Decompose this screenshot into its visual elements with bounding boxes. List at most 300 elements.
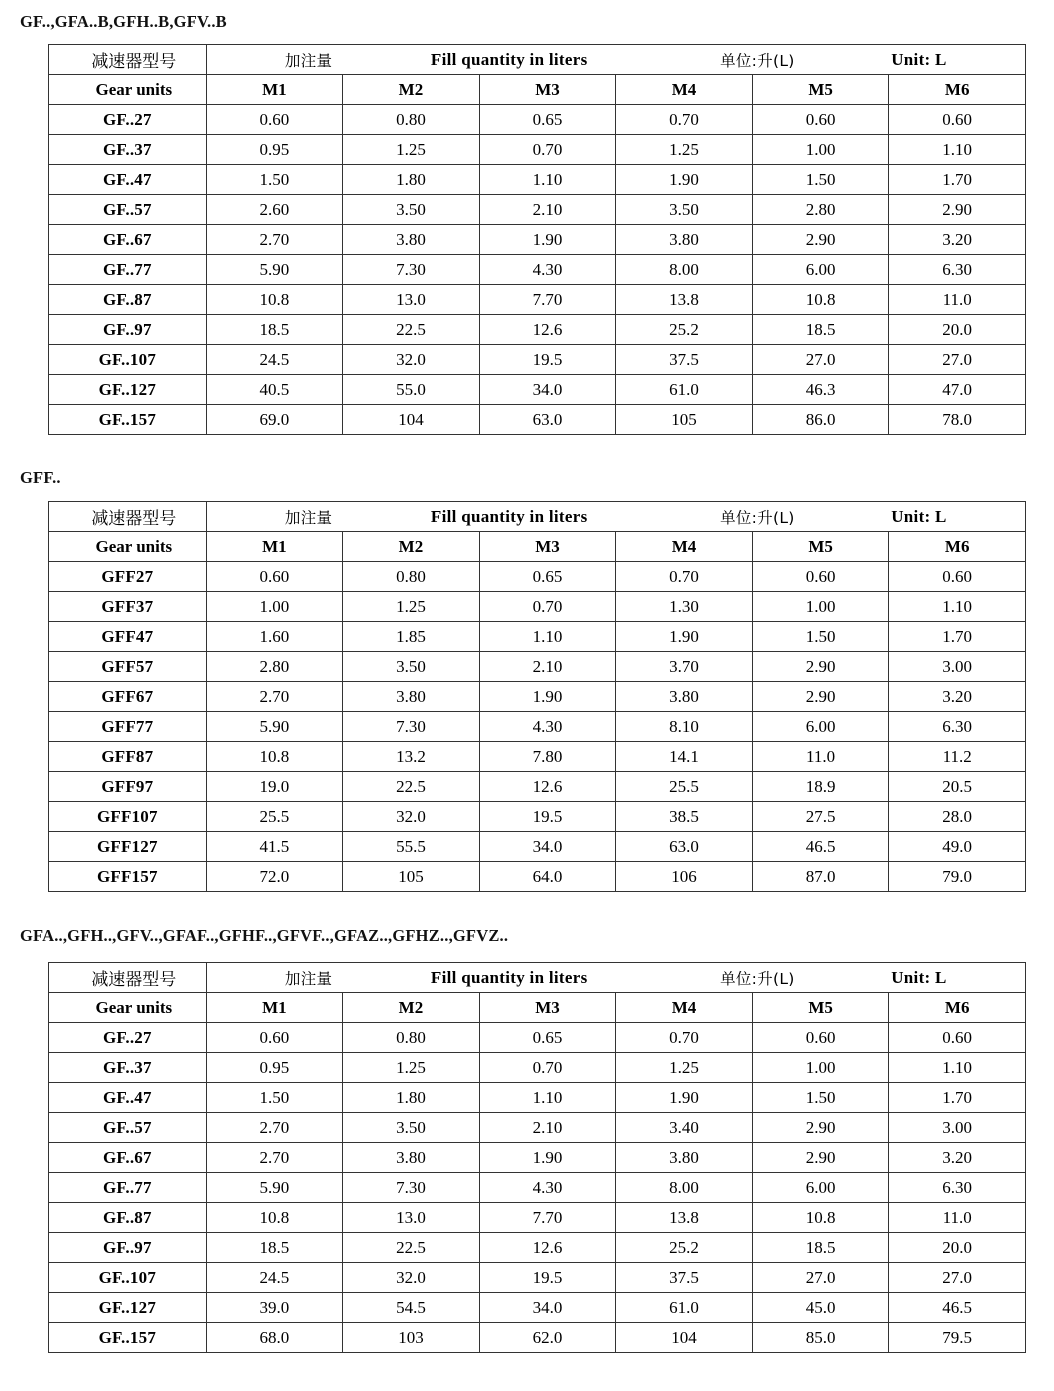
cell-m2: 105 xyxy=(343,862,480,892)
table-row xyxy=(49,1233,1026,1263)
row-model: GFF67 xyxy=(49,682,207,712)
quantity-label-en: Fill quantity in liters xyxy=(430,967,588,987)
table-row xyxy=(49,1323,1026,1353)
cell-m2: 104 xyxy=(343,405,480,435)
column-header-m2: M2 xyxy=(343,532,480,562)
cell-m4: 0.70 xyxy=(616,105,753,135)
cell-m3: 0.65 xyxy=(479,562,616,592)
cell-m1: 0.60 xyxy=(206,562,343,592)
cell-m5: 1.50 xyxy=(752,622,889,652)
cell-m3: 34.0 xyxy=(479,1293,616,1323)
unit-label-cn: 单位:升(L) xyxy=(720,969,795,988)
column-header-m3: M3 xyxy=(479,532,616,562)
cell-m3: 7.70 xyxy=(479,285,616,315)
cell-m2: 3.50 xyxy=(343,1113,480,1143)
cell-m2: 1.80 xyxy=(343,1083,480,1113)
cell-m4: 8.00 xyxy=(616,1173,753,1203)
table-row xyxy=(49,862,1026,892)
cell-m1: 0.60 xyxy=(206,105,343,135)
cell-m4: 38.5 xyxy=(616,802,753,832)
cell-m6: 6.30 xyxy=(889,712,1026,742)
cell-m5: 27.5 xyxy=(752,802,889,832)
row-model: GF..67 xyxy=(49,225,207,255)
cell-m3: 0.65 xyxy=(479,105,616,135)
table-row xyxy=(49,405,1026,435)
cell-m5: 10.8 xyxy=(752,1203,889,1233)
column-header-m3: M3 xyxy=(479,993,616,1023)
table-row xyxy=(49,195,1026,225)
column-header-m4: M4 xyxy=(616,993,753,1023)
row-model: GF..27 xyxy=(49,105,207,135)
cell-m1: 41.5 xyxy=(206,832,343,862)
cell-m1: 24.5 xyxy=(206,1263,343,1293)
cell-m6: 1.70 xyxy=(889,165,1026,195)
table-row xyxy=(49,562,1026,592)
cell-m4: 1.25 xyxy=(616,135,753,165)
cell-m6: 20.0 xyxy=(889,1233,1026,1263)
section-gfa-gfh-gfv xyxy=(0,926,1054,1353)
cell-m2: 54.5 xyxy=(343,1293,480,1323)
column-header-m3: M3 xyxy=(479,75,616,105)
cell-m1: 2.70 xyxy=(206,682,343,712)
cell-m5: 18.5 xyxy=(752,315,889,345)
cell-m1: 18.5 xyxy=(206,1233,343,1263)
column-header-m5: M5 xyxy=(752,993,889,1023)
cell-m6: 6.30 xyxy=(889,1173,1026,1203)
quantity-label-cn: 加注量 xyxy=(284,508,333,527)
table-row xyxy=(49,315,1026,345)
cell-m5: 2.90 xyxy=(752,1143,889,1173)
cell-m3: 2.10 xyxy=(479,1113,616,1143)
table-row xyxy=(49,255,1026,285)
cell-m2: 13.0 xyxy=(343,1203,480,1233)
cell-m4: 63.0 xyxy=(616,832,753,862)
row-model: GF..27 xyxy=(49,1023,207,1053)
cell-m6: 3.20 xyxy=(889,1143,1026,1173)
row-model: GF..47 xyxy=(49,1083,207,1113)
table-row xyxy=(49,652,1026,682)
cell-m1: 2.70 xyxy=(206,225,343,255)
cell-m3: 2.10 xyxy=(479,195,616,225)
row-model: GF..47 xyxy=(49,165,207,195)
cell-m2: 32.0 xyxy=(343,345,480,375)
column-header-m5: M5 xyxy=(752,532,889,562)
cell-m3: 12.6 xyxy=(479,772,616,802)
cell-m6: 79.5 xyxy=(889,1323,1026,1353)
cell-m4: 106 xyxy=(616,862,753,892)
quantity-label-cn: 加注量 xyxy=(284,969,333,988)
cell-m2: 7.30 xyxy=(343,712,480,742)
cell-m4: 3.70 xyxy=(616,652,753,682)
cell-m5: 46.5 xyxy=(752,832,889,862)
cell-m2: 103 xyxy=(343,1323,480,1353)
row-model: GFF77 xyxy=(49,712,207,742)
cell-m2: 55.0 xyxy=(343,375,480,405)
fill-quantity-table xyxy=(48,501,1026,892)
fill-quantity-header xyxy=(206,502,1025,532)
table-row xyxy=(49,165,1026,195)
cell-m4: 105 xyxy=(616,405,753,435)
row-model: GF..97 xyxy=(49,315,207,345)
cell-m2: 3.50 xyxy=(343,195,480,225)
cell-m4: 1.25 xyxy=(616,1053,753,1083)
cell-m1: 1.60 xyxy=(206,622,343,652)
cell-m6: 11.2 xyxy=(889,742,1026,772)
section-gff xyxy=(0,468,1054,892)
cell-m3: 19.5 xyxy=(479,802,616,832)
cell-m1: 24.5 xyxy=(206,345,343,375)
cell-m6: 1.70 xyxy=(889,1083,1026,1113)
cell-m6: 47.0 xyxy=(889,375,1026,405)
cell-m4: 37.5 xyxy=(616,345,753,375)
cell-m6: 27.0 xyxy=(889,1263,1026,1293)
cell-m3: 7.70 xyxy=(479,1203,616,1233)
cell-m3: 1.10 xyxy=(479,1083,616,1113)
cell-m6: 0.60 xyxy=(889,105,1026,135)
cell-m1: 18.5 xyxy=(206,315,343,345)
cell-m3: 1.90 xyxy=(479,682,616,712)
cell-m5: 2.90 xyxy=(752,1113,889,1143)
cell-m2: 32.0 xyxy=(343,1263,480,1293)
table-row xyxy=(49,1263,1026,1293)
table-header-row xyxy=(49,45,1026,75)
fill-quantity-header xyxy=(206,963,1025,993)
unit-label-en: Unit: L xyxy=(891,967,947,987)
cell-m5: 2.90 xyxy=(752,652,889,682)
cell-m5: 27.0 xyxy=(752,345,889,375)
cell-m1: 0.95 xyxy=(206,135,343,165)
cell-m4: 3.80 xyxy=(616,682,753,712)
cell-m6: 1.10 xyxy=(889,1053,1026,1083)
row-model: GFF127 xyxy=(49,832,207,862)
section-title: GF..,GFA..B,GFH..B,GFV..B xyxy=(20,12,227,31)
cell-m3: 0.70 xyxy=(479,135,616,165)
row-model: GF..97 xyxy=(49,1233,207,1263)
table-row xyxy=(49,592,1026,622)
cell-m3: 19.5 xyxy=(479,1263,616,1293)
cell-m5: 0.60 xyxy=(752,105,889,135)
row-model: GF..57 xyxy=(49,195,207,225)
cell-m1: 5.90 xyxy=(206,712,343,742)
cell-m5: 27.0 xyxy=(752,1263,889,1293)
cell-m4: 3.50 xyxy=(616,195,753,225)
cell-m5: 6.00 xyxy=(752,1173,889,1203)
cell-m3: 34.0 xyxy=(479,375,616,405)
column-header-m5: M5 xyxy=(752,75,889,105)
cell-m4: 3.80 xyxy=(616,1143,753,1173)
table-row xyxy=(49,802,1026,832)
model-header-en: Gear units xyxy=(49,993,207,1023)
cell-m5: 86.0 xyxy=(752,405,889,435)
cell-m4: 1.90 xyxy=(616,622,753,652)
cell-m4: 25.5 xyxy=(616,772,753,802)
cell-m3: 4.30 xyxy=(479,255,616,285)
unit-label-en: Unit: L xyxy=(891,506,947,526)
cell-m4: 1.90 xyxy=(616,1083,753,1113)
row-model: GFF47 xyxy=(49,622,207,652)
cell-m3: 2.10 xyxy=(479,652,616,682)
cell-m2: 1.25 xyxy=(343,135,480,165)
cell-m5: 2.90 xyxy=(752,225,889,255)
cell-m6: 3.20 xyxy=(889,225,1026,255)
cell-m4: 1.90 xyxy=(616,165,753,195)
row-model: GFF37 xyxy=(49,592,207,622)
cell-m3: 1.90 xyxy=(479,1143,616,1173)
cell-m4: 8.00 xyxy=(616,255,753,285)
cell-m5: 2.90 xyxy=(752,682,889,712)
cell-m2: 0.80 xyxy=(343,1023,480,1053)
cell-m5: 1.00 xyxy=(752,592,889,622)
cell-m2: 32.0 xyxy=(343,802,480,832)
cell-m5: 18.9 xyxy=(752,772,889,802)
table-subheader-row xyxy=(49,75,1026,105)
cell-m2: 3.80 xyxy=(343,682,480,712)
row-model: GF..157 xyxy=(49,405,207,435)
row-model: GFF157 xyxy=(49,862,207,892)
cell-m2: 1.80 xyxy=(343,165,480,195)
cell-m5: 45.0 xyxy=(752,1293,889,1323)
cell-m2: 0.80 xyxy=(343,105,480,135)
unit-label-en: Unit: L xyxy=(891,49,947,69)
cell-m5: 0.60 xyxy=(752,1023,889,1053)
cell-m1: 1.50 xyxy=(206,165,343,195)
table-row xyxy=(49,1083,1026,1113)
cell-m1: 2.60 xyxy=(206,195,343,225)
cell-m6: 11.0 xyxy=(889,285,1026,315)
table-row xyxy=(49,1023,1026,1053)
cell-m4: 1.30 xyxy=(616,592,753,622)
cell-m1: 10.8 xyxy=(206,285,343,315)
column-header-m1: M1 xyxy=(206,532,343,562)
cell-m2: 13.2 xyxy=(343,742,480,772)
cell-m6: 20.0 xyxy=(889,315,1026,345)
cell-m5: 1.00 xyxy=(752,1053,889,1083)
cell-m1: 5.90 xyxy=(206,255,343,285)
table-row xyxy=(49,622,1026,652)
cell-m6: 28.0 xyxy=(889,802,1026,832)
table-row xyxy=(49,375,1026,405)
cell-m3: 0.70 xyxy=(479,1053,616,1083)
cell-m2: 1.25 xyxy=(343,592,480,622)
cell-m1: 0.60 xyxy=(206,1023,343,1053)
row-model: GF..87 xyxy=(49,1203,207,1233)
section-title: GFA..,GFH..,GFV..,GFAF..,GFHF..,GFVF..,GFAZ..,GFHZ..,GFVZ.. xyxy=(20,926,509,945)
cell-m4: 25.2 xyxy=(616,315,753,345)
cell-m3: 7.80 xyxy=(479,742,616,772)
row-model: GF..67 xyxy=(49,1143,207,1173)
table-row xyxy=(49,135,1026,165)
fill-quantity-table xyxy=(48,44,1026,435)
cell-m4: 14.1 xyxy=(616,742,753,772)
cell-m3: 0.70 xyxy=(479,592,616,622)
cell-m4: 13.8 xyxy=(616,1203,753,1233)
quantity-label-en: Fill quantity in liters xyxy=(430,49,588,69)
table-row xyxy=(49,1203,1026,1233)
cell-m1: 10.8 xyxy=(206,1203,343,1233)
row-model: GF..107 xyxy=(49,1263,207,1293)
cell-m6: 20.5 xyxy=(889,772,1026,802)
column-header-m1: M1 xyxy=(206,993,343,1023)
cell-m2: 22.5 xyxy=(343,1233,480,1263)
table-row xyxy=(49,712,1026,742)
cell-m3: 1.90 xyxy=(479,225,616,255)
column-header-m6: M6 xyxy=(889,532,1026,562)
table-row xyxy=(49,1113,1026,1143)
row-model: GF..77 xyxy=(49,1173,207,1203)
row-model: GFF107 xyxy=(49,802,207,832)
column-header-m6: M6 xyxy=(889,75,1026,105)
column-header-m1: M1 xyxy=(206,75,343,105)
table-header-row xyxy=(49,963,1026,993)
cell-m6: 3.20 xyxy=(889,682,1026,712)
cell-m2: 22.5 xyxy=(343,315,480,345)
cell-m1: 39.0 xyxy=(206,1293,343,1323)
cell-m3: 63.0 xyxy=(479,405,616,435)
cell-m5: 6.00 xyxy=(752,712,889,742)
quantity-label-en: Fill quantity in liters xyxy=(430,506,588,526)
cell-m5: 1.00 xyxy=(752,135,889,165)
cell-m5: 6.00 xyxy=(752,255,889,285)
cell-m1: 2.70 xyxy=(206,1113,343,1143)
model-header-en: Gear units xyxy=(49,75,207,105)
cell-m4: 3.40 xyxy=(616,1113,753,1143)
cell-m1: 72.0 xyxy=(206,862,343,892)
cell-m4: 8.10 xyxy=(616,712,753,742)
table-row xyxy=(49,345,1026,375)
cell-m3: 12.6 xyxy=(479,315,616,345)
table-row xyxy=(49,285,1026,315)
column-header-m2: M2 xyxy=(343,75,480,105)
table-row xyxy=(49,1173,1026,1203)
row-model: GF..37 xyxy=(49,1053,207,1083)
cell-m4: 104 xyxy=(616,1323,753,1353)
table-row xyxy=(49,682,1026,712)
table-row xyxy=(49,225,1026,255)
cell-m4: 61.0 xyxy=(616,375,753,405)
cell-m2: 3.80 xyxy=(343,1143,480,1173)
row-model: GF..127 xyxy=(49,1293,207,1323)
cell-m5: 18.5 xyxy=(752,1233,889,1263)
unit-label-cn: 单位:升(L) xyxy=(720,508,795,527)
table-row xyxy=(49,742,1026,772)
row-model: GFF27 xyxy=(49,562,207,592)
cell-m6: 79.0 xyxy=(889,862,1026,892)
cell-m1: 40.5 xyxy=(206,375,343,405)
cell-m6: 1.10 xyxy=(889,135,1026,165)
cell-m5: 1.50 xyxy=(752,1083,889,1113)
cell-m2: 1.25 xyxy=(343,1053,480,1083)
cell-m5: 0.60 xyxy=(752,562,889,592)
cell-m3: 64.0 xyxy=(479,862,616,892)
cell-m1: 10.8 xyxy=(206,742,343,772)
cell-m3: 12.6 xyxy=(479,1233,616,1263)
cell-m1: 0.95 xyxy=(206,1053,343,1083)
cell-m1: 1.00 xyxy=(206,592,343,622)
model-header-cn: 减速器型号 xyxy=(49,502,207,532)
cell-m4: 37.5 xyxy=(616,1263,753,1293)
cell-m6: 11.0 xyxy=(889,1203,1026,1233)
cell-m6: 3.00 xyxy=(889,1113,1026,1143)
cell-m2: 7.30 xyxy=(343,1173,480,1203)
cell-m2: 55.5 xyxy=(343,832,480,862)
cell-m1: 25.5 xyxy=(206,802,343,832)
row-model: GFF97 xyxy=(49,772,207,802)
cell-m5: 2.80 xyxy=(752,195,889,225)
cell-m1: 5.90 xyxy=(206,1173,343,1203)
cell-m5: 85.0 xyxy=(752,1323,889,1353)
cell-m6: 49.0 xyxy=(889,832,1026,862)
cell-m4: 3.80 xyxy=(616,225,753,255)
cell-m5: 1.50 xyxy=(752,165,889,195)
row-model: GF..127 xyxy=(49,375,207,405)
table-header-row xyxy=(49,502,1026,532)
cell-m3: 1.10 xyxy=(479,622,616,652)
cell-m3: 1.10 xyxy=(479,165,616,195)
quantity-label-cn: 加注量 xyxy=(284,51,333,70)
cell-m2: 22.5 xyxy=(343,772,480,802)
table-row xyxy=(49,1053,1026,1083)
table-row xyxy=(49,1293,1026,1323)
cell-m1: 68.0 xyxy=(206,1323,343,1353)
row-model: GFF57 xyxy=(49,652,207,682)
cell-m5: 10.8 xyxy=(752,285,889,315)
row-model: GF..107 xyxy=(49,345,207,375)
row-model: GF..87 xyxy=(49,285,207,315)
cell-m1: 1.50 xyxy=(206,1083,343,1113)
model-header-cn: 减速器型号 xyxy=(49,963,207,993)
cell-m4: 25.2 xyxy=(616,1233,753,1263)
cell-m6: 6.30 xyxy=(889,255,1026,285)
table-subheader-row xyxy=(49,993,1026,1023)
column-header-m6: M6 xyxy=(889,993,1026,1023)
cell-m4: 0.70 xyxy=(616,1023,753,1053)
row-model: GFF87 xyxy=(49,742,207,772)
cell-m3: 4.30 xyxy=(479,712,616,742)
row-model: GF..37 xyxy=(49,135,207,165)
cell-m1: 2.70 xyxy=(206,1143,343,1173)
table-row xyxy=(49,832,1026,862)
cell-m5: 46.3 xyxy=(752,375,889,405)
cell-m2: 13.0 xyxy=(343,285,480,315)
cell-m3: 4.30 xyxy=(479,1173,616,1203)
cell-m6: 46.5 xyxy=(889,1293,1026,1323)
cell-m6: 0.60 xyxy=(889,562,1026,592)
cell-m1: 2.80 xyxy=(206,652,343,682)
cell-m6: 1.10 xyxy=(889,592,1026,622)
cell-m2: 1.85 xyxy=(343,622,480,652)
row-model: GF..157 xyxy=(49,1323,207,1353)
table-subheader-row xyxy=(49,532,1026,562)
cell-m3: 62.0 xyxy=(479,1323,616,1353)
fill-quantity-header xyxy=(206,45,1025,75)
table-row xyxy=(49,1143,1026,1173)
cell-m4: 13.8 xyxy=(616,285,753,315)
model-header-en: Gear units xyxy=(49,532,207,562)
row-model: GF..57 xyxy=(49,1113,207,1143)
cell-m5: 11.0 xyxy=(752,742,889,772)
cell-m3: 34.0 xyxy=(479,832,616,862)
section-title: GFF.. xyxy=(20,468,61,487)
cell-m5: 87.0 xyxy=(752,862,889,892)
cell-m2: 0.80 xyxy=(343,562,480,592)
cell-m6: 1.70 xyxy=(889,622,1026,652)
cell-m3: 0.65 xyxy=(479,1023,616,1053)
row-model: GF..77 xyxy=(49,255,207,285)
cell-m1: 19.0 xyxy=(206,772,343,802)
cell-m2: 3.80 xyxy=(343,225,480,255)
unit-label-cn: 单位:升(L) xyxy=(720,51,795,70)
table-row xyxy=(49,105,1026,135)
